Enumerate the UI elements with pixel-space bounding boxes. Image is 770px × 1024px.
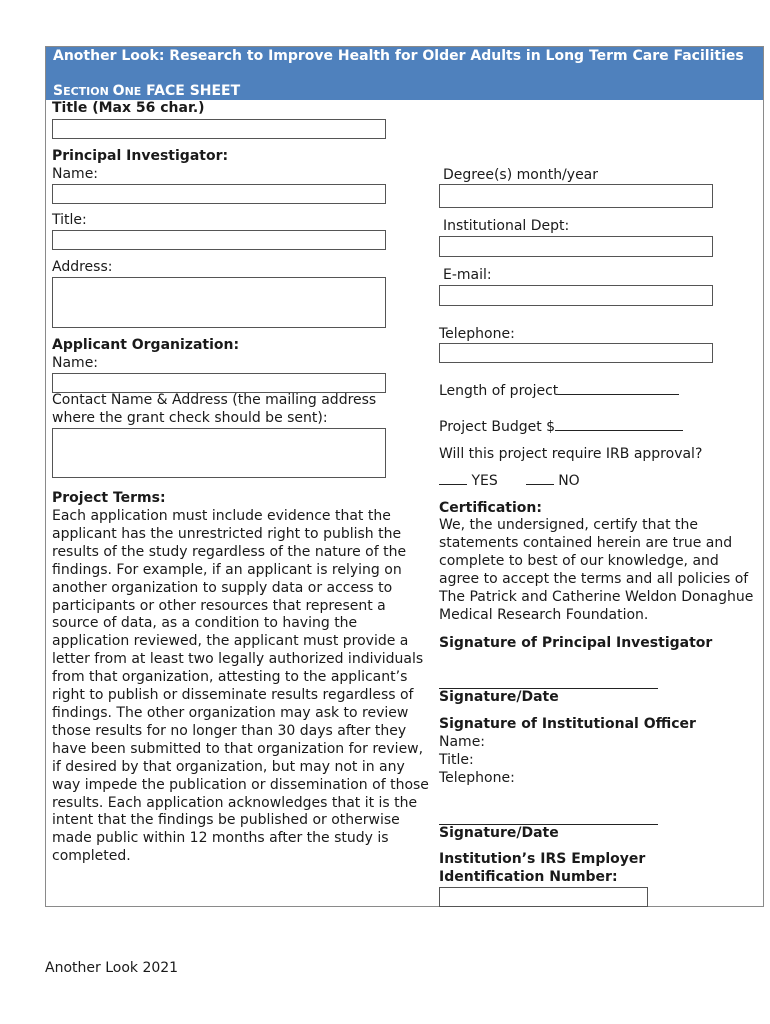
irb-no-line[interactable] xyxy=(526,484,554,485)
irs-heading: Institution’s IRS Employer Identification Number: xyxy=(439,851,646,885)
pi-title-label: Title: xyxy=(52,212,87,228)
degree-input[interactable] xyxy=(439,184,713,208)
irb-yes-label: YES xyxy=(471,473,498,489)
email-label: E-mail: xyxy=(443,267,492,283)
pi-address-label: Address: xyxy=(52,259,113,275)
length-line[interactable] xyxy=(558,394,679,395)
pi-address-input[interactable] xyxy=(52,277,386,328)
terms-heading: Project Terms: xyxy=(52,490,166,506)
length-field xyxy=(439,383,679,400)
email-input[interactable] xyxy=(439,285,713,306)
org-heading: Applicant Organization: xyxy=(52,337,240,353)
terms-text: Each application must include evidence that the applicant has the unrestricted right to publish the results of the study regardless of the nature of the findings. For example, if an applicant is relying on another organization to supply data or access to participants or other resources that represent a source of data, as a condition to having the application reviewed, the applicant must provide a letter from at least two legally authorized individuals from that organization, attesting to the applicant’s right to publish or disseminate results regardless of findings. The other organization may ask to review those results for no longer than 30 days after they have been submitted to that organization for review, if desired by that organization, but may not in any way impede the publication or dissemination of those results. Each application acknowledges that it is the intent that the findings be published or otherwise made public within 12 months after the study is completed. xyxy=(52,508,429,865)
section-title: SECTION ONE FACE SHEET xyxy=(53,83,241,99)
irb-yes-line[interactable] xyxy=(439,484,467,485)
dept-input[interactable] xyxy=(439,236,713,257)
form-title: Another Look: Research to Improve Health for Older Adults in Long Term Care Facilities xyxy=(53,48,744,64)
title-input[interactable] xyxy=(52,119,386,139)
irb-no-label: NO xyxy=(558,473,580,489)
contact-input[interactable] xyxy=(52,428,386,478)
degree-label: Degree(s) month/year xyxy=(443,167,599,183)
pi-name-label: Name: xyxy=(52,166,99,182)
sig-date-1: Signature/Date xyxy=(439,689,559,705)
io-phone-label: Telephone: xyxy=(439,770,515,786)
budget-label: Project Budget $ xyxy=(439,419,556,435)
sig-date-2: Signature/Date xyxy=(439,825,559,841)
org-name-input[interactable] xyxy=(52,373,386,393)
pi-name-input[interactable] xyxy=(52,184,386,204)
dept-label: Institutional Dept: xyxy=(443,218,570,234)
pi-heading: Principal Investigator: xyxy=(52,148,229,164)
sig-pi-heading: Signature of Principal Investigator xyxy=(439,635,713,651)
length-label: Length of project xyxy=(439,383,559,399)
budget-line[interactable] xyxy=(555,430,683,431)
cert-text: We, the undersigned, certify that the statements contained herein are true and complete to best of our knowledge, and agree to accept the terms and all policies of The Patrick and Catherine Weldon Donaghue Medical Research Foundation. xyxy=(439,517,754,623)
irb-question: Will this project require IRB approval? xyxy=(439,446,703,462)
irb-options xyxy=(439,473,580,490)
pi-title-input[interactable] xyxy=(52,230,386,250)
cert-heading: Certification: xyxy=(439,500,542,516)
contact-label: Contact Name & Address (the mailing address where the grant check should be sent): xyxy=(52,392,377,426)
form-header xyxy=(46,47,763,100)
phone-label: Telephone: xyxy=(439,326,515,342)
budget-field xyxy=(439,419,683,436)
org-name-label: Name: xyxy=(52,355,99,371)
io-title-label: Title: xyxy=(439,752,474,768)
title-label: Title (Max 56 char.) xyxy=(52,100,205,116)
page-footer: Another Look 2021 xyxy=(45,960,179,976)
sig-io-heading: Signature of Institutional Officer xyxy=(439,716,696,732)
io-name-label: Name: xyxy=(439,734,486,750)
phone-input[interactable] xyxy=(439,343,713,363)
irs-input[interactable] xyxy=(439,887,648,907)
